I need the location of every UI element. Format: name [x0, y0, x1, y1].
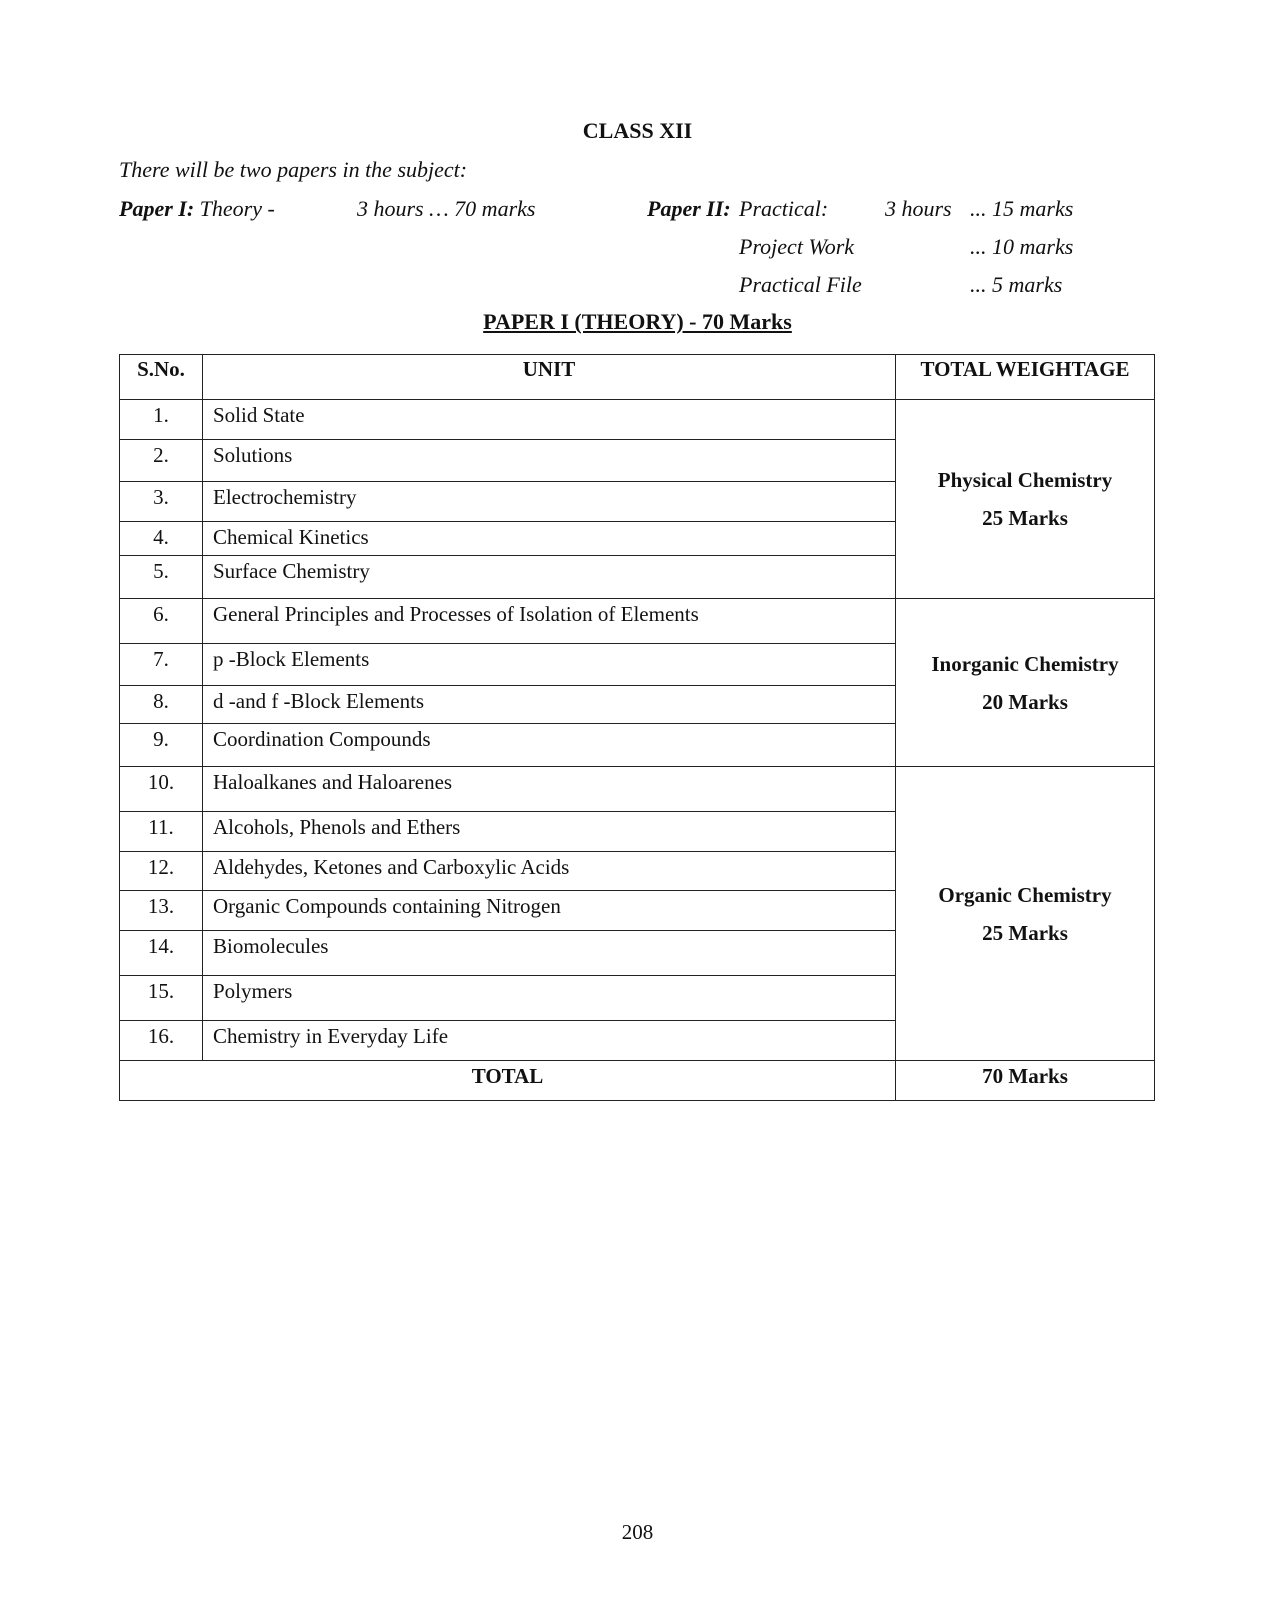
intro-text: There will be two papers in the subject: — [119, 157, 468, 182]
paper2-row-marks: ... 15 marks — [970, 196, 1074, 221]
header-sno: S.No. — [120, 355, 203, 400]
group-name: Inorganic Chemistry — [931, 651, 1119, 676]
table-heading: PAPER I (THEORY) - 70 Marks — [483, 309, 792, 334]
row-unit: Haloalkanes and Haloarenes — [203, 767, 896, 812]
paper2-row-marks: ... 10 marks — [970, 234, 1074, 259]
row-unit: Coordination Compounds — [203, 724, 896, 767]
row-unit: Aldehydes, Ketones and Carboxylic Acids — [203, 852, 896, 891]
paper1-name: Theory - — [199, 196, 275, 221]
row-sno: 7. — [120, 644, 203, 686]
row-sno: 6. — [120, 599, 203, 644]
row-sno: 1. — [120, 400, 203, 440]
row-sno: 8. — [120, 686, 203, 724]
table-row — [120, 767, 1155, 812]
row-unit: Chemical Kinetics — [203, 522, 896, 556]
page-title: CLASS XII — [582, 118, 693, 143]
paper2-label: Paper II: — [647, 196, 731, 221]
group-inorganic — [896, 599, 1155, 767]
group-name: Organic Chemistry — [938, 882, 1112, 907]
table-header-row — [120, 355, 1155, 400]
group-name: Physical Chemistry — [937, 468, 1113, 492]
row-sno: 11. — [120, 812, 203, 852]
row-sno: 4. — [120, 522, 203, 556]
paper2-row-duration: 3 hours — [885, 196, 952, 221]
row-unit: Electrochemistry — [203, 482, 896, 522]
row-sno: 3. — [120, 482, 203, 522]
row-sno: 9. — [120, 724, 203, 767]
row-unit: Surface Chemistry — [203, 556, 896, 599]
row-unit: Solutions — [203, 440, 896, 482]
paper2-row-marks: ... 5 marks — [970, 272, 1063, 297]
row-unit: p -Block Elements — [203, 644, 896, 686]
row-sno: 10. — [120, 767, 203, 812]
row-sno: 2. — [120, 440, 203, 482]
group-organic — [896, 767, 1155, 1061]
total-label: TOTAL — [120, 1061, 896, 1101]
total-row — [120, 1061, 1155, 1101]
row-unit: Alcohols, Phenols and Ethers — [203, 812, 896, 852]
group-marks: 25 Marks — [982, 920, 1068, 945]
row-sno: 5. — [120, 556, 203, 599]
syllabus-table — [119, 354, 1155, 1101]
row-unit: Polymers — [203, 976, 896, 1021]
table-row — [120, 599, 1155, 644]
group-marks: 25 Marks — [982, 506, 1068, 530]
header-unit: UNIT — [203, 355, 896, 400]
total-value: 70 Marks — [896, 1061, 1155, 1101]
row-unit: d -and f -Block Elements — [203, 686, 896, 724]
paper1-line — [119, 196, 275, 222]
row-sno: 14. — [120, 931, 203, 976]
group-physical — [896, 400, 1155, 599]
row-unit: Biomolecules — [203, 931, 896, 976]
paper2-row-name: Practical: — [739, 196, 829, 221]
row-sno: 15. — [120, 976, 203, 1021]
paper2-row-name: Practical File — [739, 272, 862, 297]
row-sno: 16. — [120, 1021, 203, 1061]
header-weightage: TOTAL WEIGHTAGE — [896, 355, 1155, 400]
page-number: 208 — [621, 1520, 654, 1544]
table-row — [120, 400, 1155, 440]
row-unit: Solid State — [203, 400, 896, 440]
row-sno: 12. — [120, 852, 203, 891]
paper1-duration: 3 hours … 70 marks — [357, 196, 536, 221]
row-unit: General Principles and Processes of Isolation of Elements — [203, 599, 896, 644]
paper1-label: Paper I: — [119, 196, 195, 221]
group-marks: 20 Marks — [982, 689, 1068, 714]
row-sno: 13. — [120, 891, 203, 931]
row-unit: Chemistry in Everyday Life — [203, 1021, 896, 1061]
paper2-row-name: Project Work — [739, 234, 855, 259]
row-unit: Organic Compounds containing Nitrogen — [203, 891, 896, 931]
